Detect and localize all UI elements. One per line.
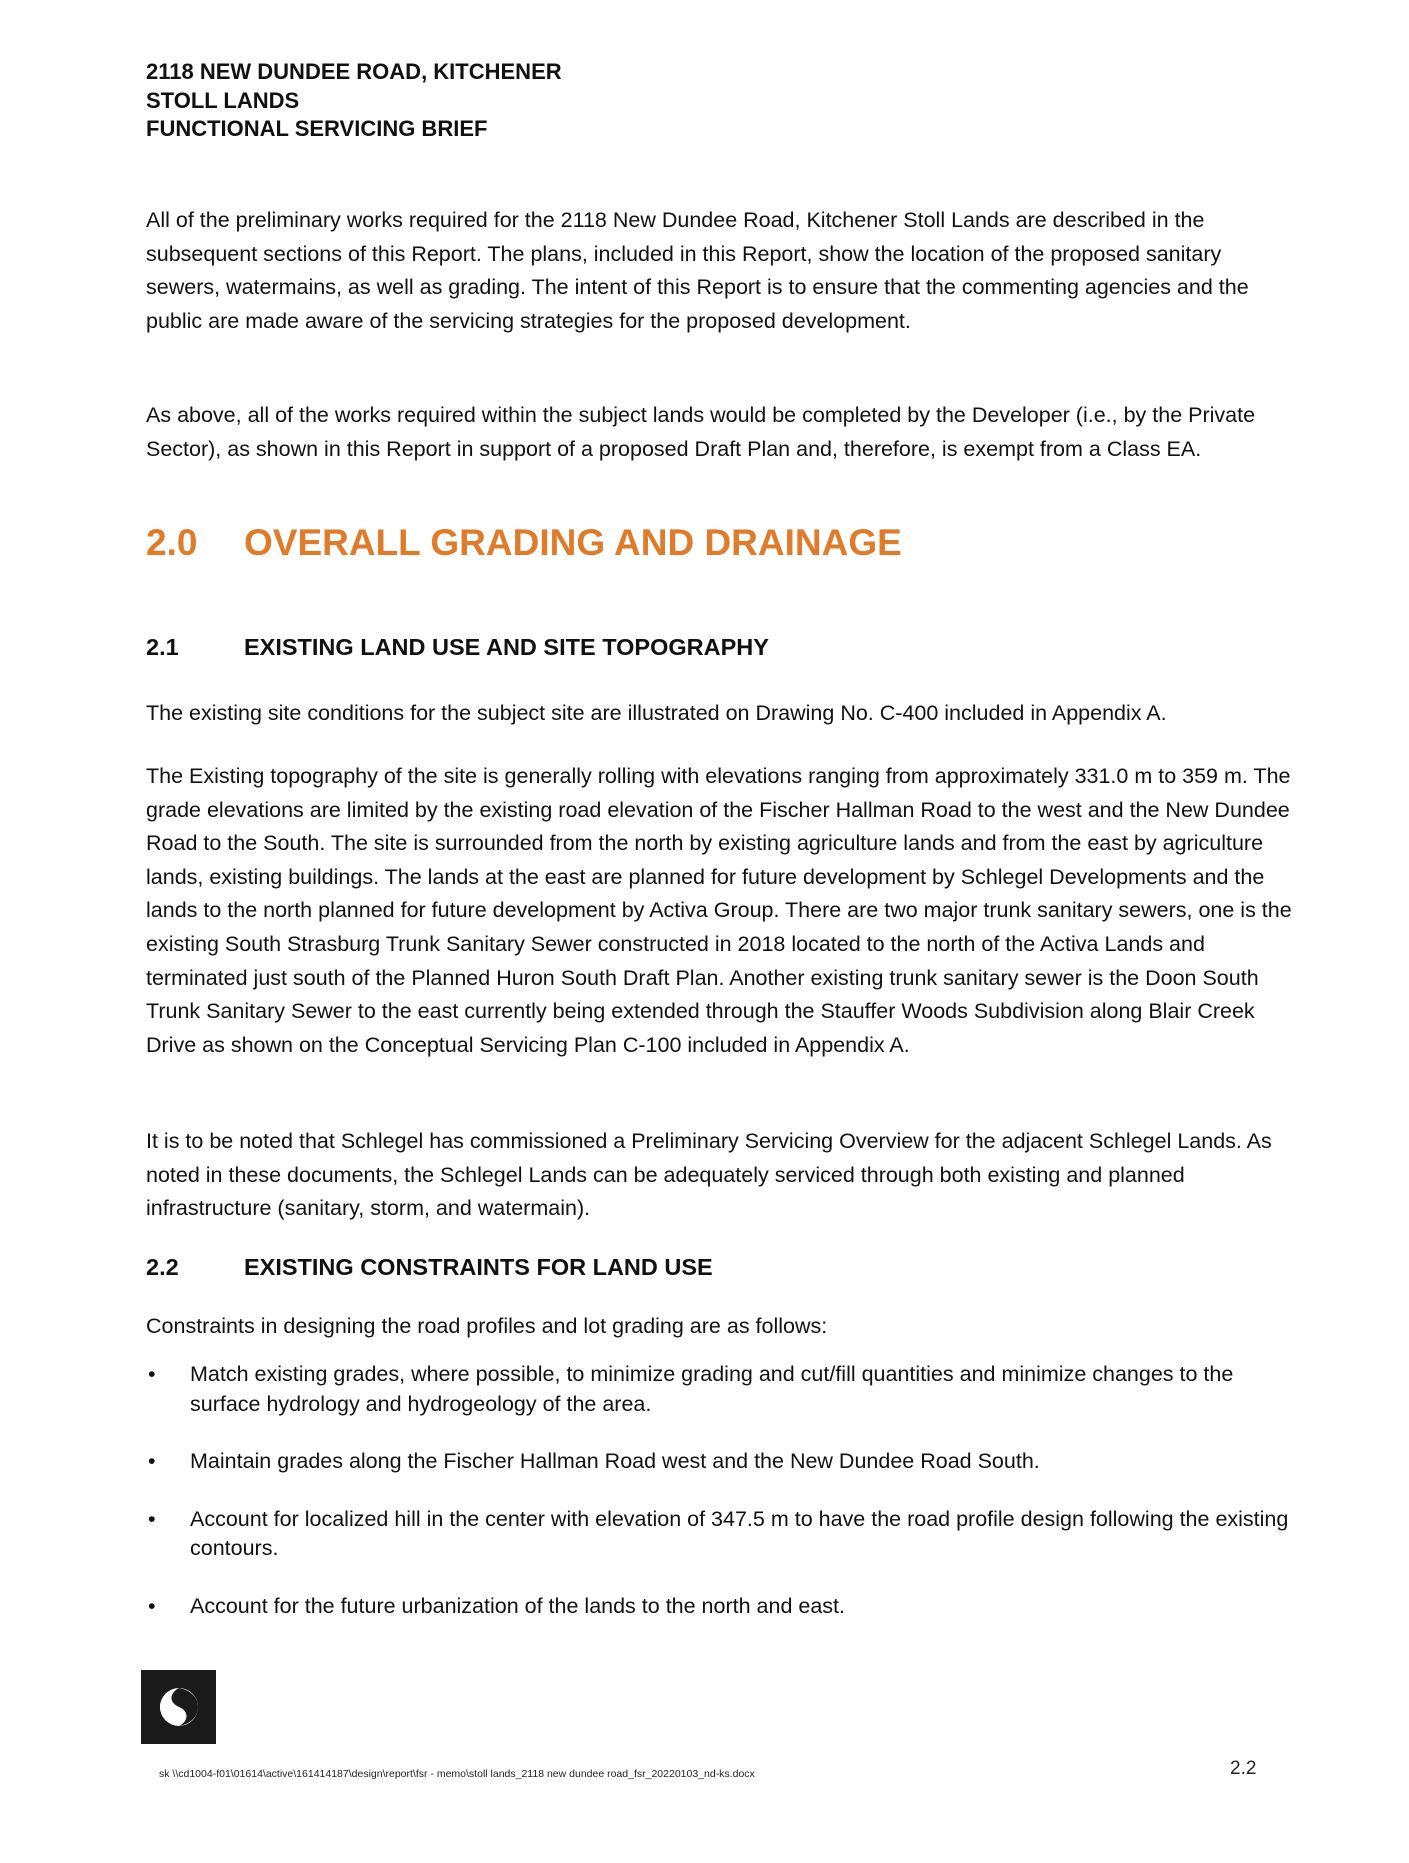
subsection-number: 2.1 xyxy=(146,634,179,660)
paragraph-schlegel-overview: It is to be noted that Schlegel has commissioned a Preliminary Servicing Overview for the adjacent Schlegel Lands. As noted in these documents, the Schlegel Lands can be adequately serviced through both existing and planned infrastructure (sanitary, storm, and watermain). xyxy=(146,1129,1272,1221)
header-line-address: 2118 NEW DUNDEE ROAD, KITCHENER xyxy=(146,59,562,84)
paragraph-topography: The Existing topography of the site is generally rolling with elevations ranging from approximately 331.0 m to 359 m. The grade elevations are limited by the existing road elevation of the Fischer Hallman Road to the west and the New Dundee Road to the South. The site is surrounded from the north by existing agriculture lands and from the east by agriculture lands, existing buildings. The lands at the east are planned for future development by Schlegel Developments and the lands to the north planned for future development by Activa Group. There are two major trunk sanitary sewers, one is the existing South Strasburg Trunk Sanitary Sewer constructed in 2018 located to the north of the Activa Lands and terminated just south of the Planned Huron South Draft Plan. Another existing trunk sanitary sewer is the Doon South Trunk Sanitary Sewer to the east currently being extended through the Stauffer Woods Subdivision along Blair Creek Drive as shown on the Conceptual Servicing Plan C-100 included in Appendix A. xyxy=(146,764,1292,1057)
list-item: • Match existing grades, where possible, to minimize grading and cut/fill quantities and minimize changes to the surface hydrology and hydrogeology of the area. xyxy=(148,1362,1234,1416)
intro-paragraph-1: All of the preliminary works required for the 2118 New Dundee Road, Kitchener Stoll Lands are described in the subsequent sections of this Report. The plans, included in this Report, show the location of the proposed sanitary sewers, watermains, as well as grading. The intent of this Report is to ensure that the commenting agencies and the public are made aware of the servicing strategies for the proposed development. xyxy=(146,208,1249,333)
list-item: • Account for localized hill in the center with elevation of 347.5 m to have the road profile design following the existing contours. xyxy=(148,1506,1289,1560)
paragraph-constraints-intro: Constraints in designing the road profiles and lot grading are as follows: xyxy=(146,1314,828,1338)
intro-paragraph-2: As above, all of the works required within the subject lands would be completed by the Developer (i.e., by the Private Sector), as shown in this Report in support of a proposed Draft Plan and, therefore, is exempt from a Class EA. xyxy=(146,403,1256,461)
document-header xyxy=(146,58,562,144)
bullet-icon: • xyxy=(148,1506,156,1531)
subsection-title: EXISTING CONSTRAINTS FOR LAND USE xyxy=(244,1254,713,1280)
subsection-heading-2-1 xyxy=(146,634,769,661)
constraints-list xyxy=(146,1360,1296,1649)
paragraph-existing-conditions: The existing site conditions for the subject site are illustrated on Drawing No. C-400 included in Appendix A. xyxy=(146,701,1167,725)
logo-mark xyxy=(157,1685,201,1729)
subsection-title: EXISTING LAND USE AND SITE TOPOGRAPHY xyxy=(244,634,769,660)
bullet-icon: • xyxy=(148,1362,156,1386)
stantec-logo-icon xyxy=(141,1670,216,1744)
page-number: 2.2 xyxy=(1230,1758,1257,1779)
bullet-icon: • xyxy=(148,1593,156,1618)
section-title: OVERALL GRADING AND DRAINAGE xyxy=(244,522,902,563)
footer-file-path: sk \\cd1004-f01\01614\active\161414187\design\report\fsr - memo\stoll lands_2118 new dundee road_fsr_20220103_nd-ks.docx xyxy=(159,1768,755,1780)
subsection-number: 2.2 xyxy=(146,1254,179,1280)
subsection-heading-2-2 xyxy=(146,1254,713,1281)
header-line-project: STOLL LANDS xyxy=(146,87,300,113)
list-item: • Maintain grades along the Fischer Hallman Road west and the New Dundee Road South. xyxy=(146,1447,1296,1477)
section-heading-2-0 xyxy=(146,522,902,564)
section-number: 2.0 xyxy=(146,522,198,563)
list-item: • Account for the future urbanization of the lands to the north and east. xyxy=(146,1592,1296,1622)
header-line-report-type: FUNCTIONAL SERVICING BRIEF xyxy=(146,116,488,141)
bullet-icon: • xyxy=(148,1449,156,1473)
